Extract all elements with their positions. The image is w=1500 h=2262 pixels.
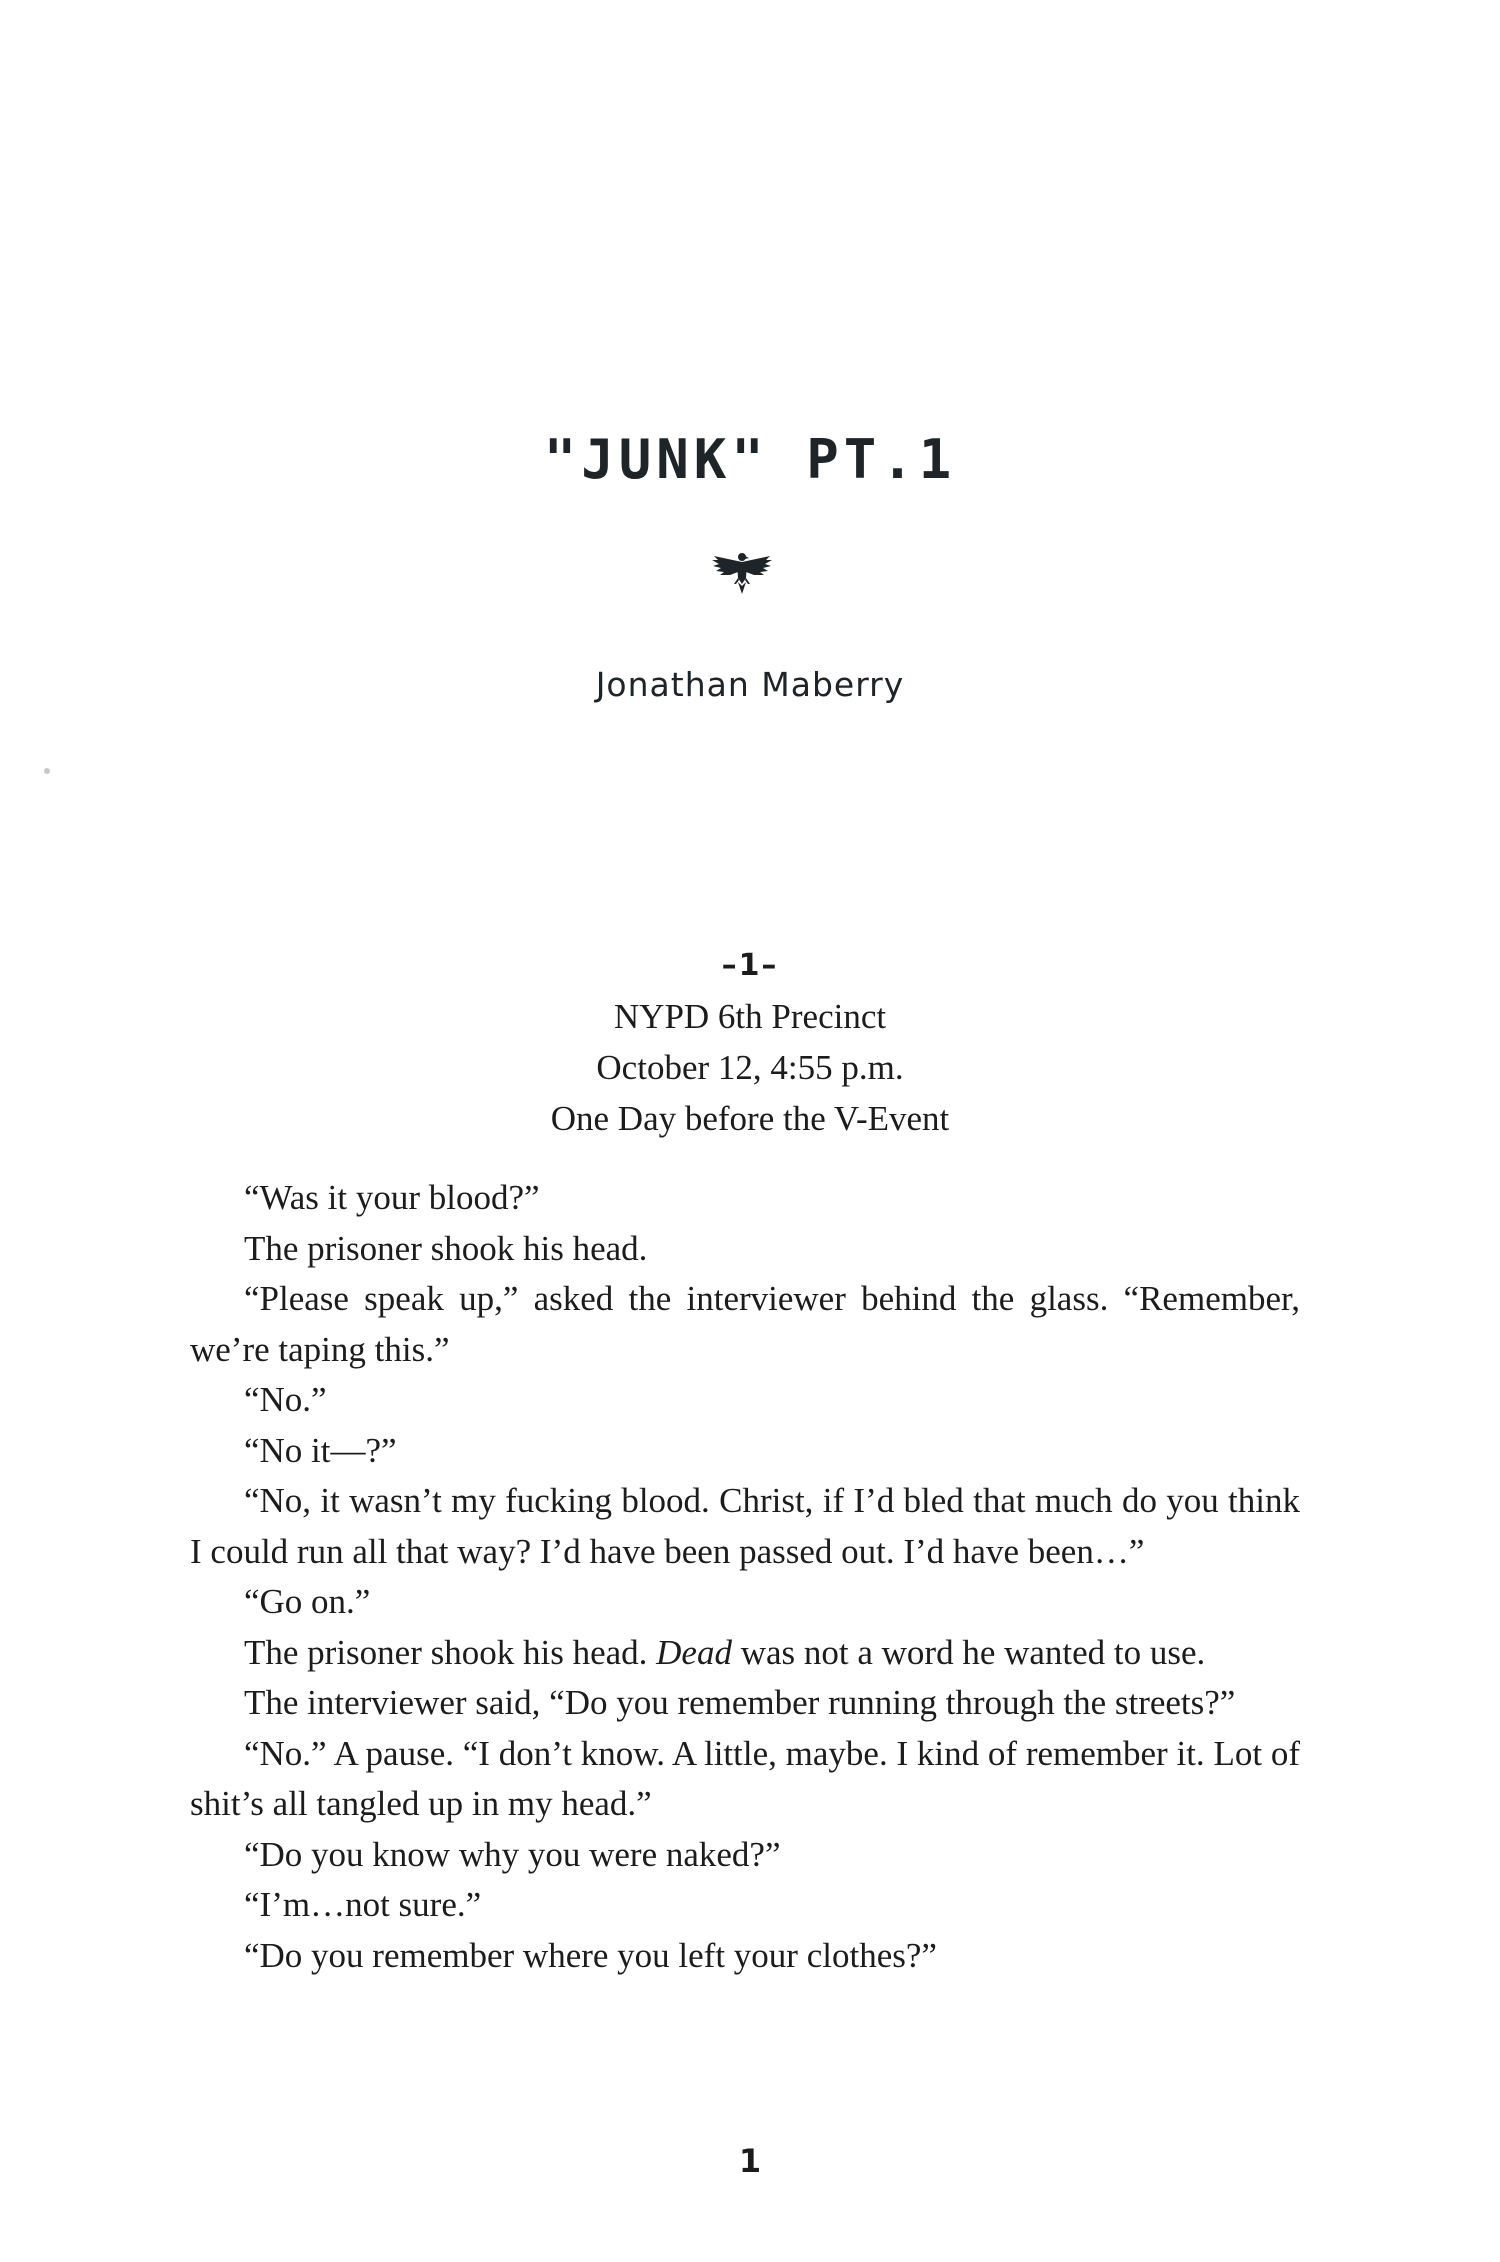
paragraph: The prisoner shook his head. Dead was not a word he wanted to use. xyxy=(244,1632,1206,1672)
paragraph: “No.” A pause. “I don’t know. A little, maybe. I kind of remember it. Lot of shit’s all tangled up in my head.” xyxy=(190,1733,1300,1823)
paragraph: “Please speak up,” asked the interviewer behind the glass. “Remember, we’re taping this.” xyxy=(190,1279,1300,1369)
section-location: NYPD 6th Precinct xyxy=(613,997,887,1036)
paragraph: “No.” xyxy=(244,1380,327,1419)
emphasis: Dead xyxy=(656,1632,732,1672)
paragraph: “Was it your blood?” xyxy=(244,1178,540,1217)
eagle-icon xyxy=(710,548,774,596)
section-subtitle: One Day before the V-Event xyxy=(550,1099,950,1138)
paragraph: “No it—?” xyxy=(244,1430,397,1470)
chapter-title: "JUNK" PT.1 xyxy=(543,428,957,491)
body-text xyxy=(190,1173,1300,1981)
scan-speck xyxy=(44,768,50,774)
section-number: –1– xyxy=(721,948,779,983)
paragraph: The prisoner shook his head. xyxy=(244,1228,648,1268)
paragraph: The interviewer said, “Do you remember running through the streets?” xyxy=(244,1683,1236,1722)
paragraph: “No, it wasn’t my fucking blood. Christ, if I’d bled that much do you think I could run all that way? I’d have been passed out. I’d have been…” xyxy=(190,1481,1300,1571)
paragraph: “Do you know why you were naked?” xyxy=(244,1834,781,1874)
section-header xyxy=(0,940,1500,1144)
paragraph: “I’m…not sure.” xyxy=(244,1885,482,1924)
author-name: Jonathan Maberry xyxy=(595,665,905,704)
section-datetime: October 12, 4:55 p.m. xyxy=(596,1048,904,1087)
page-number: 1 xyxy=(738,2142,762,2180)
paragraph: “Do you remember where you left your clothes?” xyxy=(244,1935,937,1975)
paragraph: “Go on.” xyxy=(244,1582,371,1621)
